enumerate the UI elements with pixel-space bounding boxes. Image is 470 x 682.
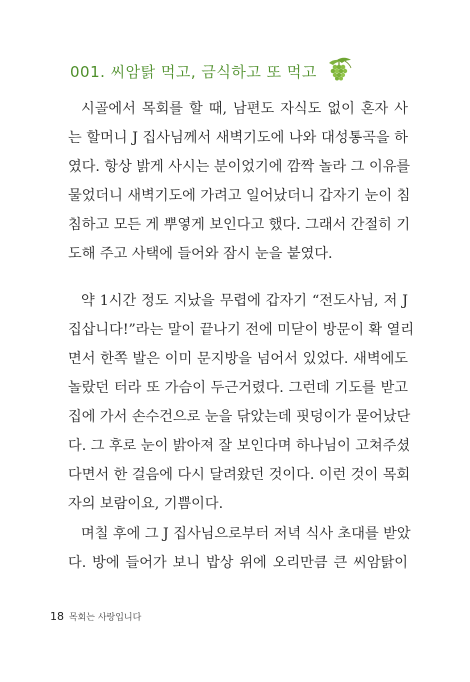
text-line: 다. 그 후로 눈이 밝아져 잘 보인다며 하나님이 고쳐주셨 (68, 438, 411, 454)
text-line: 며칠 후에 그 J 집사님으로부터 저녁 식사 초대를 받았 (81, 526, 411, 542)
page-footer (50, 610, 141, 623)
text-line: 다. 방에 들어가 보니 밥상 위에 오리만큼 큰 씨암탉이 (68, 555, 408, 571)
text-line: 는 할머니 J 집사님께서 새벽기도에 나와 대성통곡을 하 (68, 130, 408, 146)
page-number: 18 (50, 610, 64, 623)
text-line: 집에 가서 손수건으로 눈을 닦았는데 핏덩이가 묻어났단 (68, 409, 411, 425)
text-line: 도해 주고 사택에 들어와 잠시 눈을 붙였다. (68, 246, 333, 262)
text-line: 다면서 한 걸음에 다시 달려왔던 것이다. 이런 것이 목회 (68, 467, 411, 483)
chapter-heading (70, 58, 355, 84)
text-line: 시골에서 목회를 할 때, 남편도 자식도 없이 혼자 사 (81, 101, 408, 117)
book-title: 목회는 사랑입니다 (68, 613, 142, 623)
text-line: 침하고 모든 게 뿌옇게 보인다고 했다. 그래서 간절히 기 (68, 217, 411, 233)
paragraph-3 (68, 520, 411, 578)
text-line: 였다. 항상 밝게 사시는 분이었기에 깜짝 놀라 그 이유를 (68, 159, 411, 175)
chapter-title: 001. 씨암탉 먹고, 금식하고 또 먹고 (70, 62, 317, 81)
text-line: 놀랐던 터라 또 가슴이 두근거렸다. 그런데 기도를 받고 (68, 380, 408, 396)
paragraph-2 (68, 287, 415, 519)
paragraph-1 (68, 95, 411, 269)
text-line: 물었더니 새벽기도에 가려고 일어났더니 갑자기 눈이 침 (68, 188, 411, 204)
text-line: 면서 한쪽 발은 이미 문지방을 넘어서 있었다. 새벽에도 (68, 351, 408, 367)
text-line: 약 1시간 정도 지났을 무렵에 갑자기 “전도사님, 저 J (81, 293, 408, 309)
text-line: 집삽니다!”라는 말이 끝나기 전에 미닫이 방문이 확 열리 (68, 322, 415, 338)
text-line: 자의 보람이요, 기쁨이다. (68, 496, 224, 512)
grape-cluster-icon (323, 56, 355, 82)
